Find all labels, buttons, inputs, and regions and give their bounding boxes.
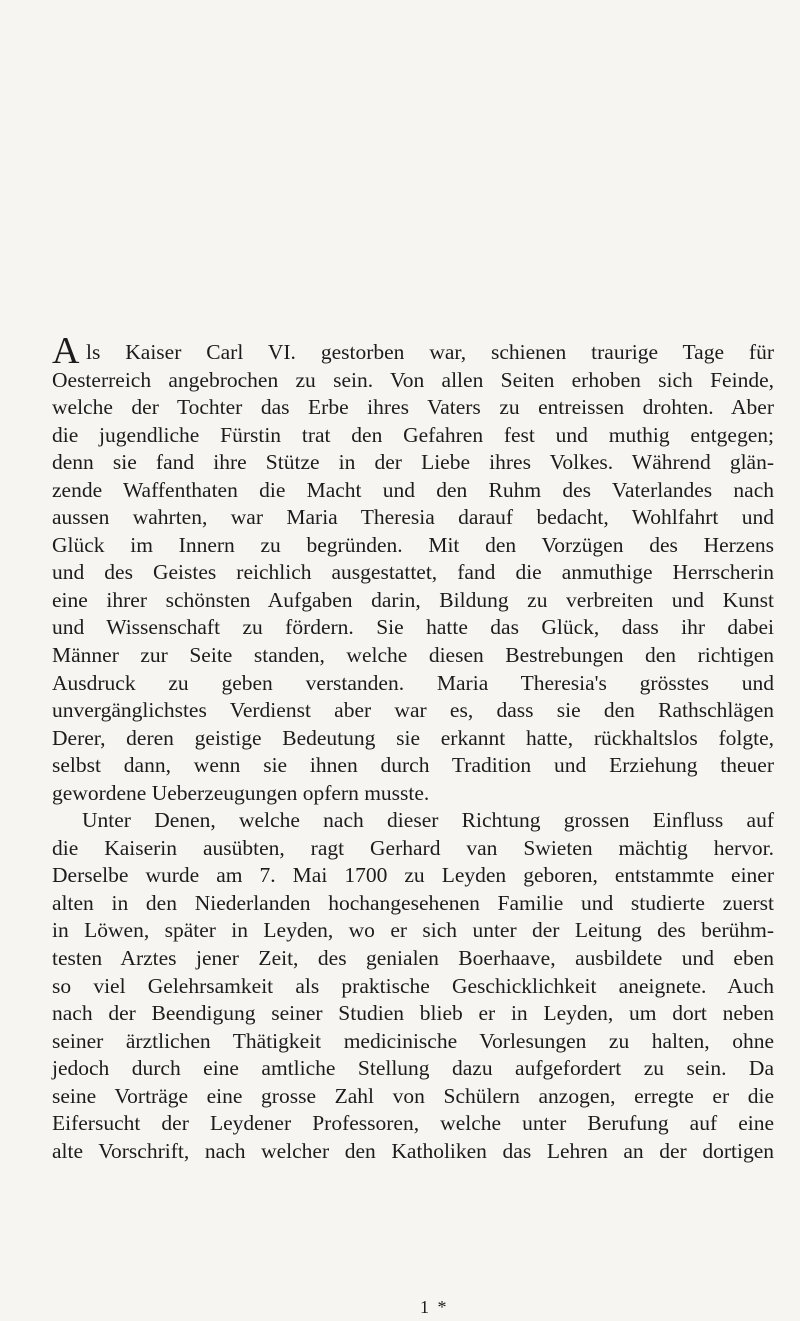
text-line: selbst dann, wenn sie ihnen durch Tradition und Erziehung theuer [52,753,774,778]
text-line: Unter Denen, welche nach dieser Richtung grossen Einfluss auf [82,808,774,833]
body-text [52,329,774,1165]
text-line: denn sie fand ihre Stütze in der Liebe ihres Volkes. Während glän- [52,450,774,475]
first-line-text: ls Kaiser Carl VI. gestorben war, schienen traurige Tage für [86,340,774,364]
text-line: aussen wahrten, war Maria Theresia darauf bedacht, Wohlfahrt und [52,505,774,530]
text-line: unvergänglichstes Verdienst aber war es, dass sie den Rathschlägen [52,698,774,723]
text-line: die Kaiserin ausübten, ragt Gerhard van Swieten mächtig hervor. [52,835,774,860]
text-line: und Wissenschaft zu fördern. Sie hatte das Glück, dass ihr dabei [52,615,774,640]
text-line: welche der Tochter das Erbe ihres Vaters zu entreissen drohten. Aber [52,395,774,420]
text-line: eine ihrer schönsten Aufgaben darin, Bildung zu verbreiten und Kunst [52,587,774,612]
text-line: nach der Beendigung seiner Studien blieb er in Leyden, um dort neben [52,1001,774,1026]
text-line: die jugendliche Fürstin trat den Gefahren fest und muthig entgegen; [52,422,774,447]
text-line: seine Vorträge eine grosse Zahl von Schülern anzogen, erregte er die [52,1083,774,1108]
text-line: Glück im Innern zu begründen. Mit den Vorzügen des Herzens [52,532,774,557]
text-line: Derer, deren geistige Bedeutung sie erkannt hatte, rückhaltslos folgte, [52,725,774,750]
text-line: Männer zur Seite standen, welche diesen Bestrebungen den richtigen [52,643,774,668]
text-line: testen Arztes jener Zeit, des genialen Boerhaave, ausbildete und eben [52,946,774,971]
initial-letter: A [52,329,80,372]
text-line: seiner ärztlichen Thätigkeit medicinische Vorlesungen zu halten, ohne [52,1028,774,1053]
text-line: zende Waffenthaten die Macht und den Ruhm des Vaterlandes nach [52,477,774,502]
text-line: Eifersucht der Leydener Professoren, welche unter Berufung auf eine [52,1111,774,1136]
text-line: Derselbe wurde am 7. Mai 1700 zu Leyden geboren, entstammte einer [52,863,774,888]
text-line: jedoch durch eine amtliche Stellung dazu aufgefordert zu sein. Da [52,1056,774,1081]
signature-mark: 1 * [420,1297,449,1317]
text-line: gewordene Ueberzeugungen opfern musste. [52,780,430,805]
text-line-1 [52,329,774,372]
text-line: so viel Gelehrsamkeit als praktische Geschicklichkeit aneignete. Auch [52,973,774,998]
text-line: und des Geistes reichlich ausgestattet, fand die anmuthige Herrscherin [52,560,774,585]
text-line: alten in den Niederlanden hochangesehenen Familie und studierte zuerst [52,890,774,915]
text-line: alte Vorschrift, nach welcher den Katholiken das Lehren an der dortigen [52,1138,774,1163]
text-line: Oesterreich angebrochen zu sein. Von allen Seiten erhoben sich Feinde, [52,367,774,392]
text-line: in Löwen, später in Leyden, wo er sich unter der Leitung des berühm- [52,918,774,943]
text-line: Ausdruck zu geben verstanden. Maria Theresia's grösstes und [52,670,774,695]
